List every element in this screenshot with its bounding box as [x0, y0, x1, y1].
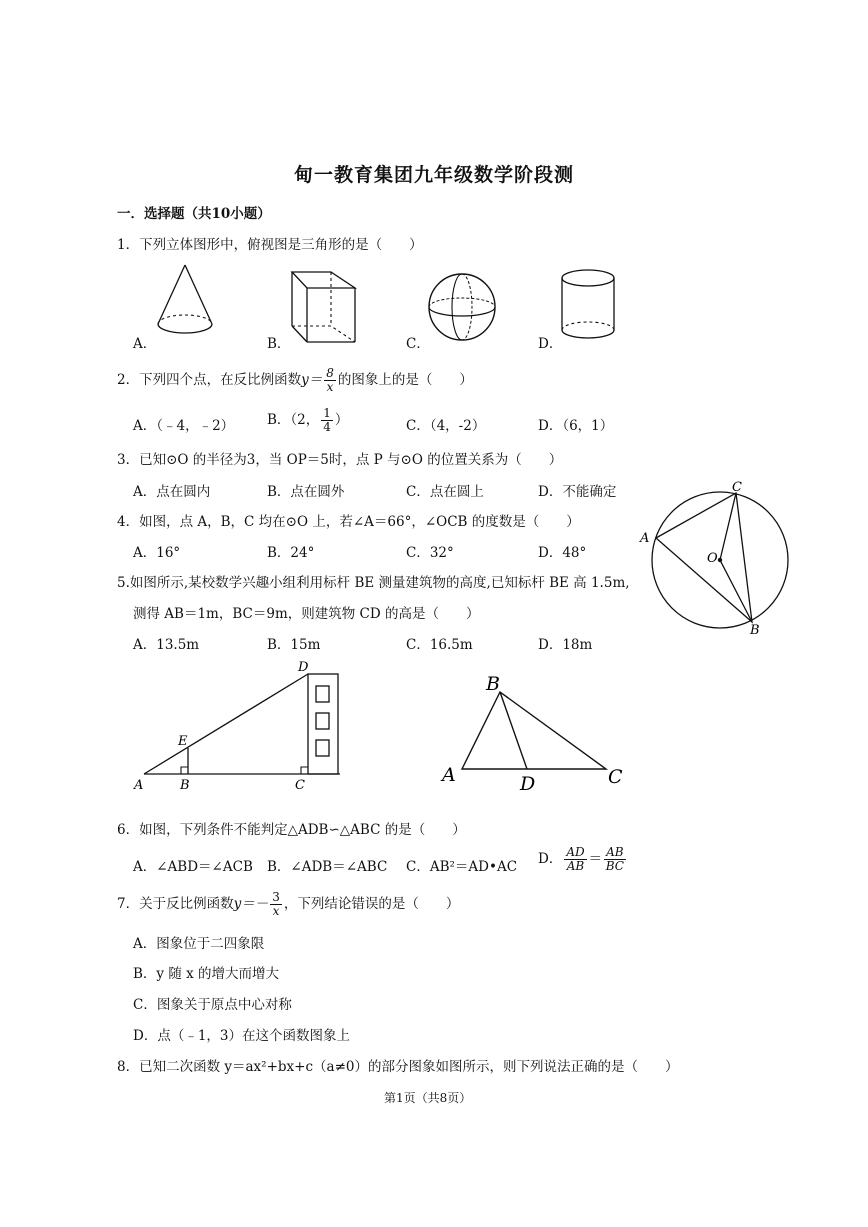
circle-label-b: B — [750, 623, 760, 638]
sphere-figure — [425, 270, 499, 344]
cone-figure — [150, 262, 220, 344]
q6-option-a: A．∠ABD＝∠ACB — [133, 859, 253, 875]
circle-label-a: A — [640, 531, 650, 546]
q7-option-d: D．点（﹣1，3）在这个函数图象上 — [133, 1028, 351, 1044]
q5-option-d: D．18m — [538, 637, 593, 653]
triangle-label-a: A — [442, 764, 456, 786]
q7-option-a: A．图象位于二四象限 — [133, 936, 265, 952]
q7-option-b: B．y 随 x 的增大而增大 — [133, 966, 280, 982]
section-heading: 一．选择题（共10小题） — [117, 206, 271, 222]
page-title: 甸一教育集团九年级数学阶段测 — [294, 164, 575, 186]
triangle-label-c: C — [608, 766, 623, 788]
q4-option-c: C．32° — [406, 545, 454, 561]
q5-option-b: B．15m — [267, 637, 321, 653]
triangle-figure — [436, 668, 632, 798]
q2-option-d: D．（6，1） — [538, 418, 614, 434]
question-3-stem: 3．已知⊙O 的半径为3，当 OP＝5时，点 P 与⊙O 的位置关系为（ ） — [117, 452, 563, 468]
q6-option-c: C．AB²＝AD•AC — [406, 859, 518, 875]
q1-option-c: C． — [406, 336, 430, 352]
q6-option-b: B．∠ADB＝∠ABC — [267, 859, 388, 875]
q1-option-a: A． — [133, 336, 157, 352]
question-6-stem: 6．如图，下列条件不能判定△ADB∽△ABC 的是（ ） — [117, 822, 466, 838]
q2-option-c: C．（4，-2） — [406, 418, 486, 434]
triangle-label-d: D — [520, 773, 536, 795]
q7-option-c: C．图象关于原点中心对称 — [133, 997, 292, 1013]
building-figure — [128, 658, 353, 794]
building-label-c: C — [295, 778, 305, 793]
q3-option-a: A．点在圆内 — [133, 484, 211, 500]
q5-option-c: C．16.5m — [406, 637, 473, 653]
question-5-stem-line2: 测得 AB＝1m，BC＝9m，则建筑物 CD 的高是（ ） — [133, 606, 480, 622]
q2-option-b: B．（2， $\frac{1}{4}$ ） — [267, 406, 349, 434]
building-label-e: E — [178, 734, 188, 749]
cylinder-figure — [558, 266, 618, 346]
question-8-stem: 8．已知二次函数 y＝ax²+bx+c（a≠0）的部分图象如图所示，则下列说法正确的是（ ） — [117, 1059, 679, 1075]
question-4-stem: 4．如图，点 A，B，C 均在⊙O 上，若∠A＝66°，∠OCB 的度数是（ ） — [117, 514, 580, 530]
circle-label-c: C — [732, 480, 742, 495]
building-label-a: A — [134, 778, 144, 793]
triangular-prism-figure — [285, 266, 360, 346]
building-label-b: B — [180, 778, 190, 793]
circle-label-o: O — [707, 551, 718, 566]
building-label-d: D — [298, 660, 309, 675]
q4-option-a: A．16° — [133, 545, 181, 561]
q3-option-b: B．点在圆外 — [267, 484, 345, 500]
question-1-stem: 1．下列立体图形中，俯视图是三角形的是（ ） — [117, 237, 423, 253]
triangle-label-b: B — [486, 673, 500, 695]
q3-option-c: C．点在圆上 — [406, 484, 484, 500]
q2-option-a: A．（﹣4，﹣2） — [133, 418, 235, 434]
question-2-stem: 2．下列四个点，在反比例函数y＝ $\frac{8}{x}$ 的图象上的是（ ） — [117, 366, 473, 394]
q5-option-a: A．13.5m — [133, 637, 200, 653]
page-footer: 第1页（共8页） — [384, 1091, 472, 1105]
q1-option-d: D． — [538, 336, 563, 352]
q4-option-b: B．24° — [267, 545, 315, 561]
q4-option-d: D．48° — [538, 545, 587, 561]
question-7-stem: 7．关于反比例函数y＝－ $\frac{3}{x}$ ，下列结论错误的是（ ） — [117, 890, 460, 918]
question-5-stem-line1: 5.如图所示,某校数学兴趣小组利用标杆 BE 测量建筑物的高度,已知标杆 BE 高 1.5m, — [117, 575, 630, 591]
circle-figure — [636, 478, 798, 640]
q3-option-d: D．不能确定 — [538, 484, 617, 500]
q1-option-b: B． — [267, 336, 291, 352]
q6-option-d: D． $\frac{AD}{AB}$ ＝ $\frac{AB}{BC}$ — [538, 845, 624, 873]
